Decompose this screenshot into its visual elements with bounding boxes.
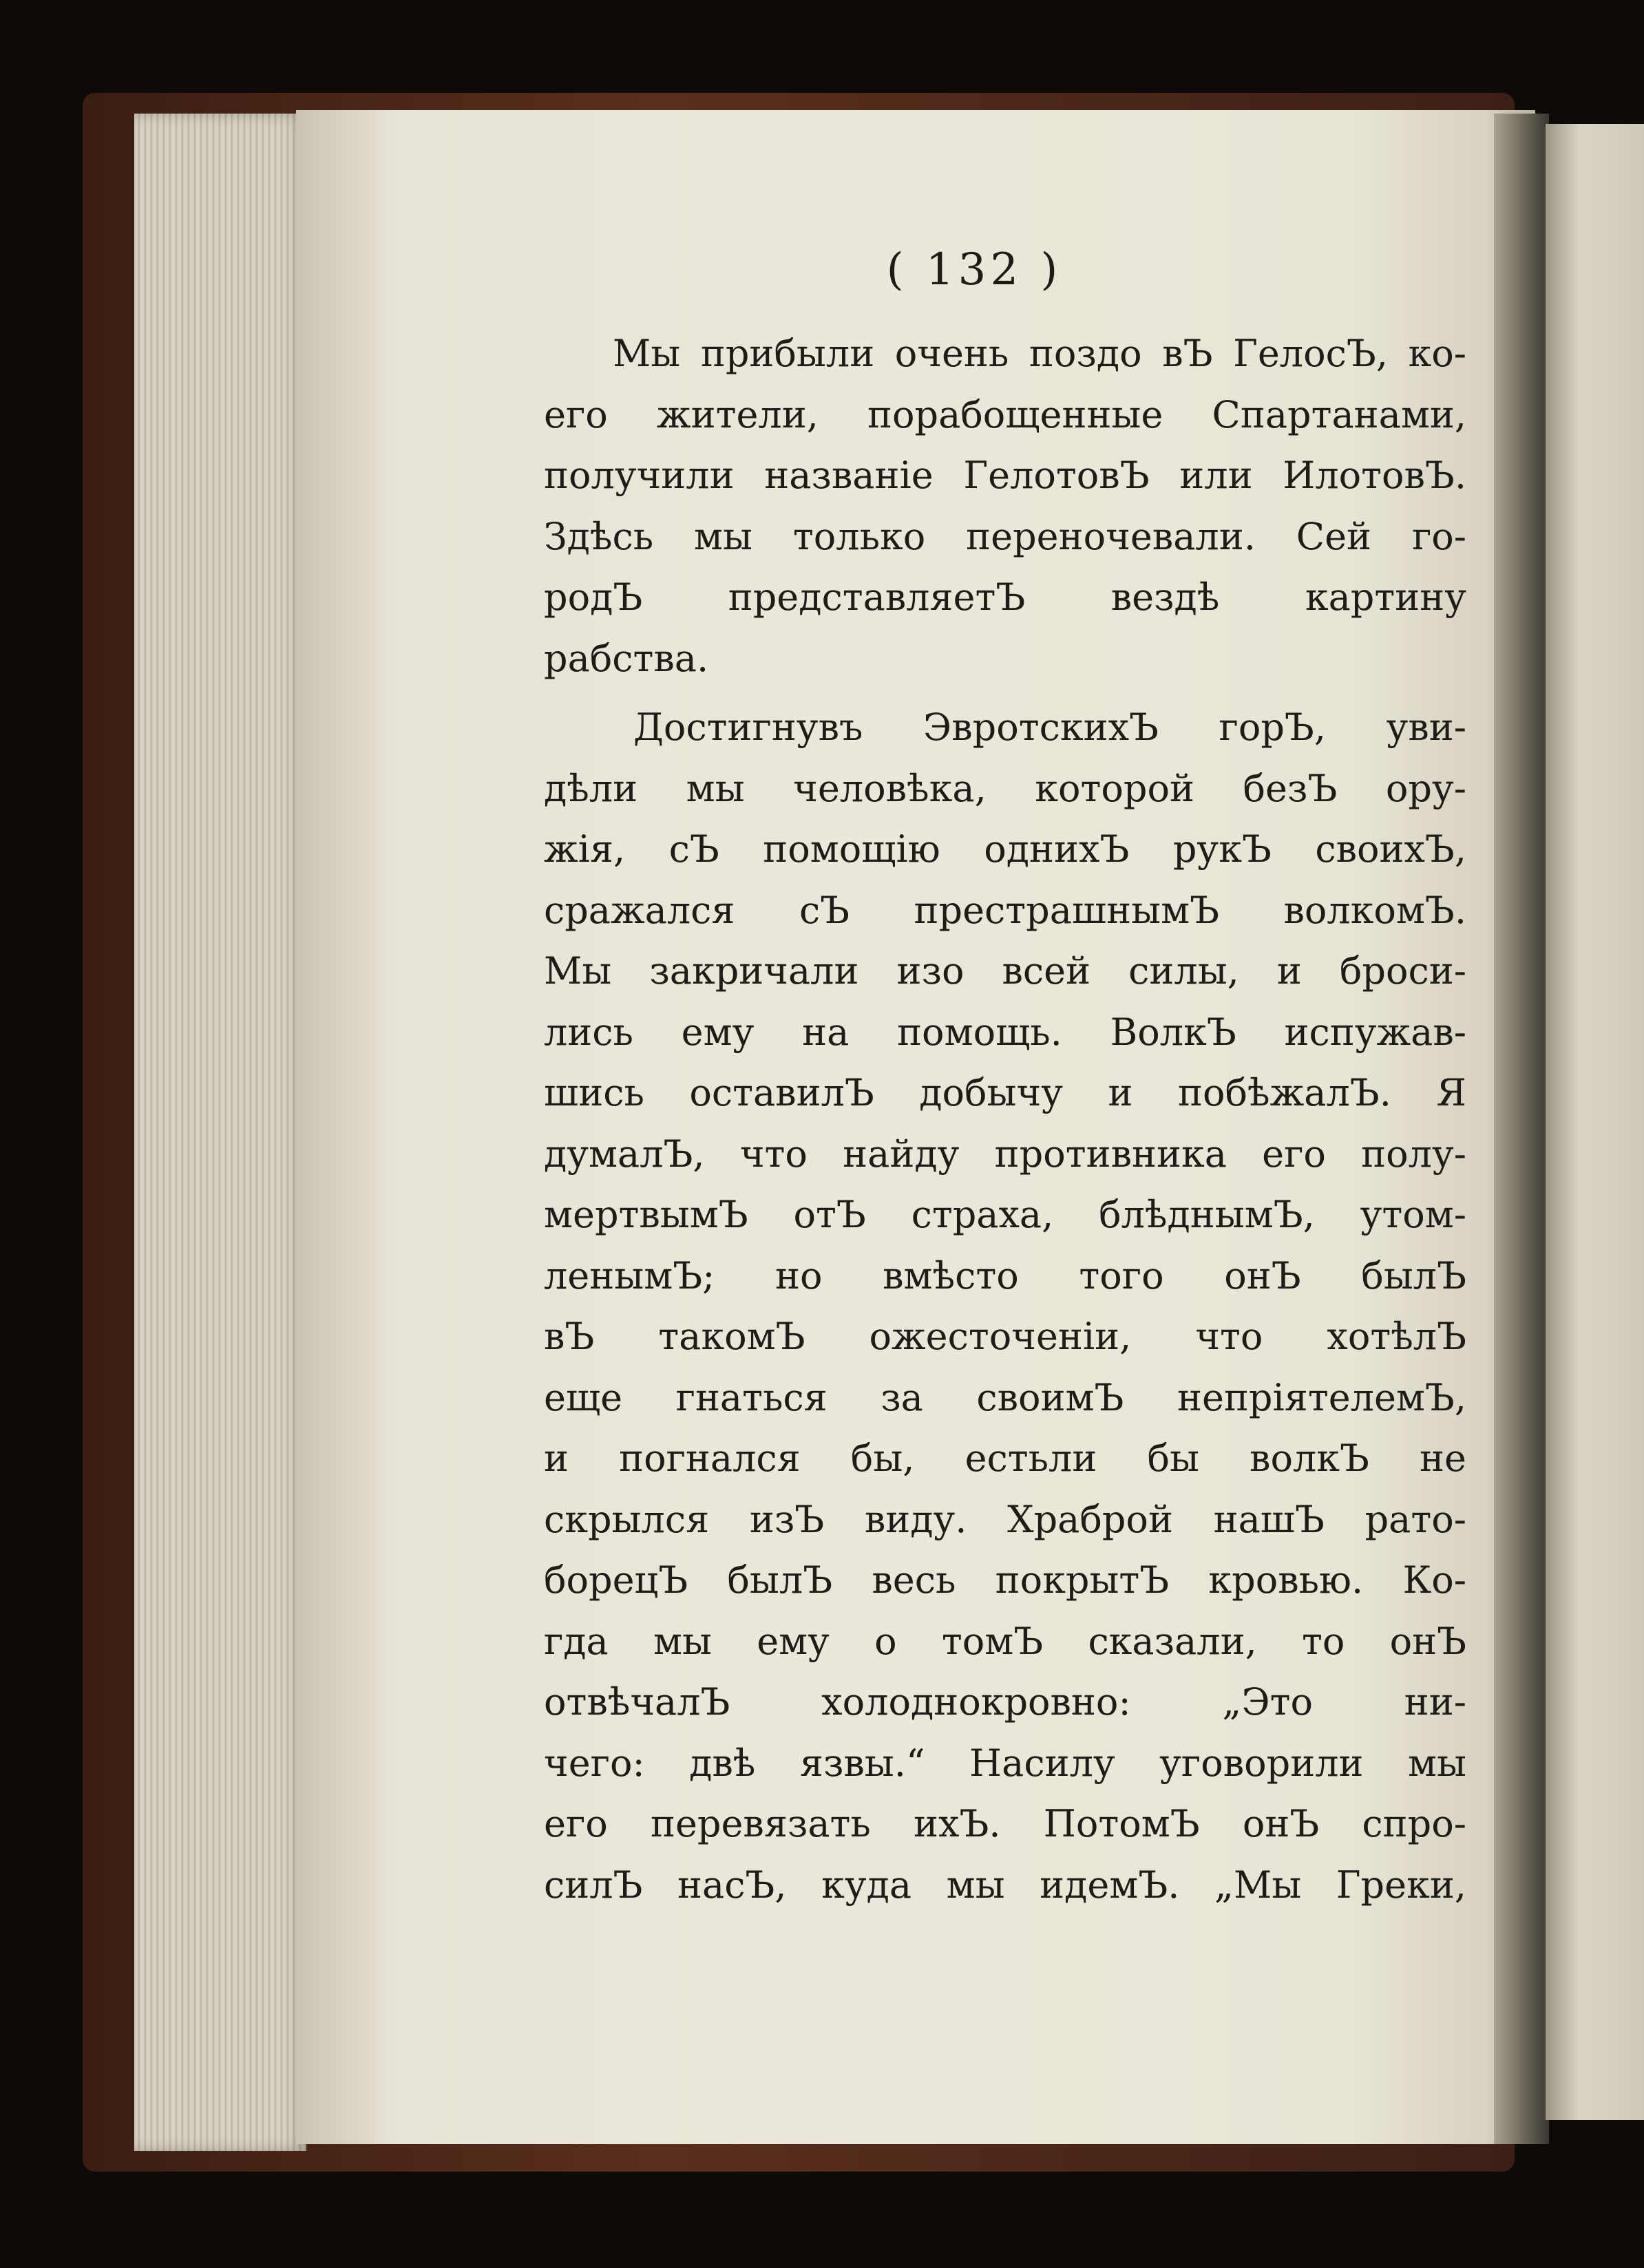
text-line: думалЪ, что найду противника его полу- — [544, 1132, 1466, 1176]
text-line: отвѣчалЪ холоднокровно: „Это ни- — [544, 1680, 1466, 1724]
text-line: Мы закричали изо всей силы, и броси- — [544, 949, 1466, 993]
paragraph-1 — [544, 324, 1466, 689]
text-line: вЪ такомЪ ожесточеніи, что хотѣлЪ — [544, 1315, 1466, 1358]
text-line: шись оставилЪ добычу и побѣжалЪ. Я — [544, 1071, 1466, 1114]
text-line: его жители, порабощенные Спартанами, — [544, 392, 1466, 436]
book-gutter — [1494, 114, 1549, 2144]
page-edges — [134, 114, 306, 2151]
text-line: Мы прибыли очень поздо вЪ ГелосЪ, ко- — [613, 332, 1466, 375]
page-text — [544, 324, 1466, 1916]
text-line: Здѣсь мы только переночевали. Сей го- — [544, 514, 1466, 558]
text-line: еще гнаться за своимЪ непріятелемЪ, — [544, 1375, 1466, 1419]
text-line: сражался сЪ престрашнымЪ волкомЪ. — [544, 888, 1466, 932]
text-line: дѣли мы человѣка, которой безЪ ору- — [544, 766, 1466, 810]
facing-page-edge — [1546, 124, 1644, 2120]
text-line: скрылся изЪ виду. Храброй нашЪ рато- — [544, 1497, 1466, 1541]
text-line: чего: двѣ язвы.“ Насилу уговорили мы — [544, 1741, 1466, 1785]
paragraph-2 — [544, 697, 1466, 1916]
text-line: силЪ насЪ, куда мы идемЪ. „Мы Греки, — [544, 1863, 1466, 1907]
paragraph-gap — [544, 689, 1466, 697]
text-line: лись ему на помощь. ВолкЪ испужав- — [544, 1010, 1466, 1054]
text-line: ленымЪ; но вмѣсто того онЪ былЪ — [544, 1253, 1466, 1297]
text-line: его перевязать ихЪ. ПотомЪ онЪ спро- — [544, 1802, 1466, 1845]
text-line: мертвымЪ отЪ страха, блѣднымЪ, утом- — [544, 1193, 1466, 1236]
text-line: рабства. — [544, 636, 709, 680]
text-line: родЪ представляетЪ вездѣ картину — [544, 575, 1466, 619]
text-line: жія, сЪ помощію однихЪ рукЪ своихЪ, — [544, 827, 1466, 871]
text-line: и погнался бы, естьли бы волкЪ не — [544, 1437, 1466, 1480]
text-line: борецЪ былЪ весь покрытЪ кровью. Ко- — [544, 1558, 1466, 1602]
text-line: получили названіе ГелотовЪ или ИлотовЪ. — [544, 454, 1466, 497]
page-number: ( 132 ) — [886, 244, 1062, 295]
text-line: гда мы ему о томЪ сказали, то онЪ — [544, 1619, 1466, 1663]
text-line: Достигнувъ ЭвротскихЪ горЪ, уви- — [633, 706, 1466, 749]
